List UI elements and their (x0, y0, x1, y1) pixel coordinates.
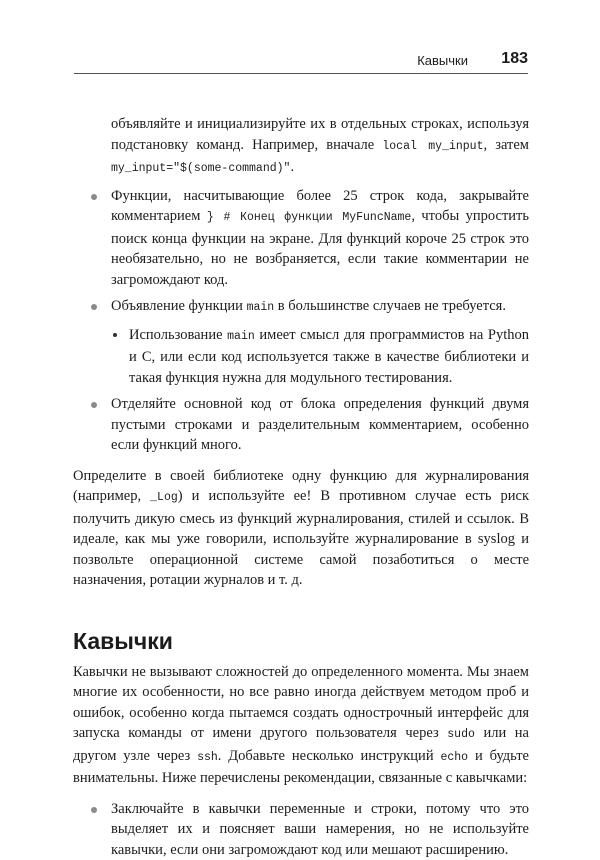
intro-continuation: объявляйте и инициализируйте их в отдельных строках, используя подстановку команд. Например, вначале local my_input, затем my_input="$(some-command)". (73, 114, 529, 180)
section-title: Кавычки (73, 626, 529, 656)
bullet-icon (91, 402, 97, 408)
quotes-guidelines-list (73, 799, 529, 860)
code-log-function: _Log (150, 491, 178, 504)
code-main: main (227, 330, 255, 343)
sub-list-item: Использование main имеет смысл для программистов на Python и C, или если код используется также в качестве библиотеки и такая функция нужна для модульного тестирования. (111, 325, 529, 389)
function-guidelines-list (73, 186, 529, 456)
code-ssh: ssh (197, 751, 218, 764)
list-item: Объявление функции main в большинстве случаев не требуется. Использование main имеет смысл для программистов на Python и C, или если код используется также в качестве библиотеки и такая функция нужна для модульного тестирования. (73, 296, 529, 388)
running-header-chapter: Кавычки (417, 53, 468, 68)
page-number: 183 (501, 50, 528, 68)
bullet-icon (91, 807, 97, 813)
list-item: Отделяйте основной код от блока определения функций двумя пустыми строками и разделительным комментарием, особенно если функций много. (73, 394, 529, 456)
header-rule (74, 73, 528, 74)
bullet-icon (91, 304, 97, 310)
sub-bullet-icon (113, 333, 117, 337)
running-header (74, 50, 528, 72)
list-item: Функции, насчитывающие более 25 строк кода, закрывайте комментарием } # Конец функции MyFuncName, чтобы упростить поиск конца функции на экране. Для функций короче 25 строк это необязательно, но не возбраняется, если такие комментарии не загромождают код. (73, 186, 529, 291)
code-echo: echo (440, 751, 468, 764)
sub-list (111, 325, 529, 389)
logging-paragraph: Определите в своей библиотеке одну функцию для журналирования (например, _Log) и используйте ее! В противном случае есть риск получить дикую смесь из функций журналирования, стилей и ссылок. В идеале, как мы уже говорили, используйте журналирование в syslog и позвольте операционной системе самой позаботиться о месте назначения, ротации журналов и т. д. (73, 466, 529, 591)
code-end-of-function-comment: } # Конец функции MyFuncName (207, 211, 411, 224)
page-body (73, 114, 529, 860)
bullet-icon (91, 194, 97, 200)
code-sudo: sudo (447, 728, 475, 741)
quotes-paragraph: Кавычки не вызывают сложностей до определенного момента. Мы знаем многие их особенности, но все равно иногда действуем методом проб и ошибок, особенно когда пытаемся создать однострочный интерфейс для запуска команды от имени другого пользователя через sudo или на другом узле через ssh. Добавьте несколько инструкций echo и будьте внимательны. Ниже перечислены рекомендации, связанные с кавычками: (73, 662, 529, 789)
code-main: main (247, 301, 275, 314)
list-item: Заключайте в кавычки переменные и строки, потому что это выделяет их и поясняет ваши намерения, но не используйте кавычки, если они загромождают код или мешают расширению. (73, 799, 529, 860)
code-my-input-assignment: my_input="$(some-command)" (111, 162, 290, 175)
code-local-my-input: local my_input (382, 140, 483, 153)
